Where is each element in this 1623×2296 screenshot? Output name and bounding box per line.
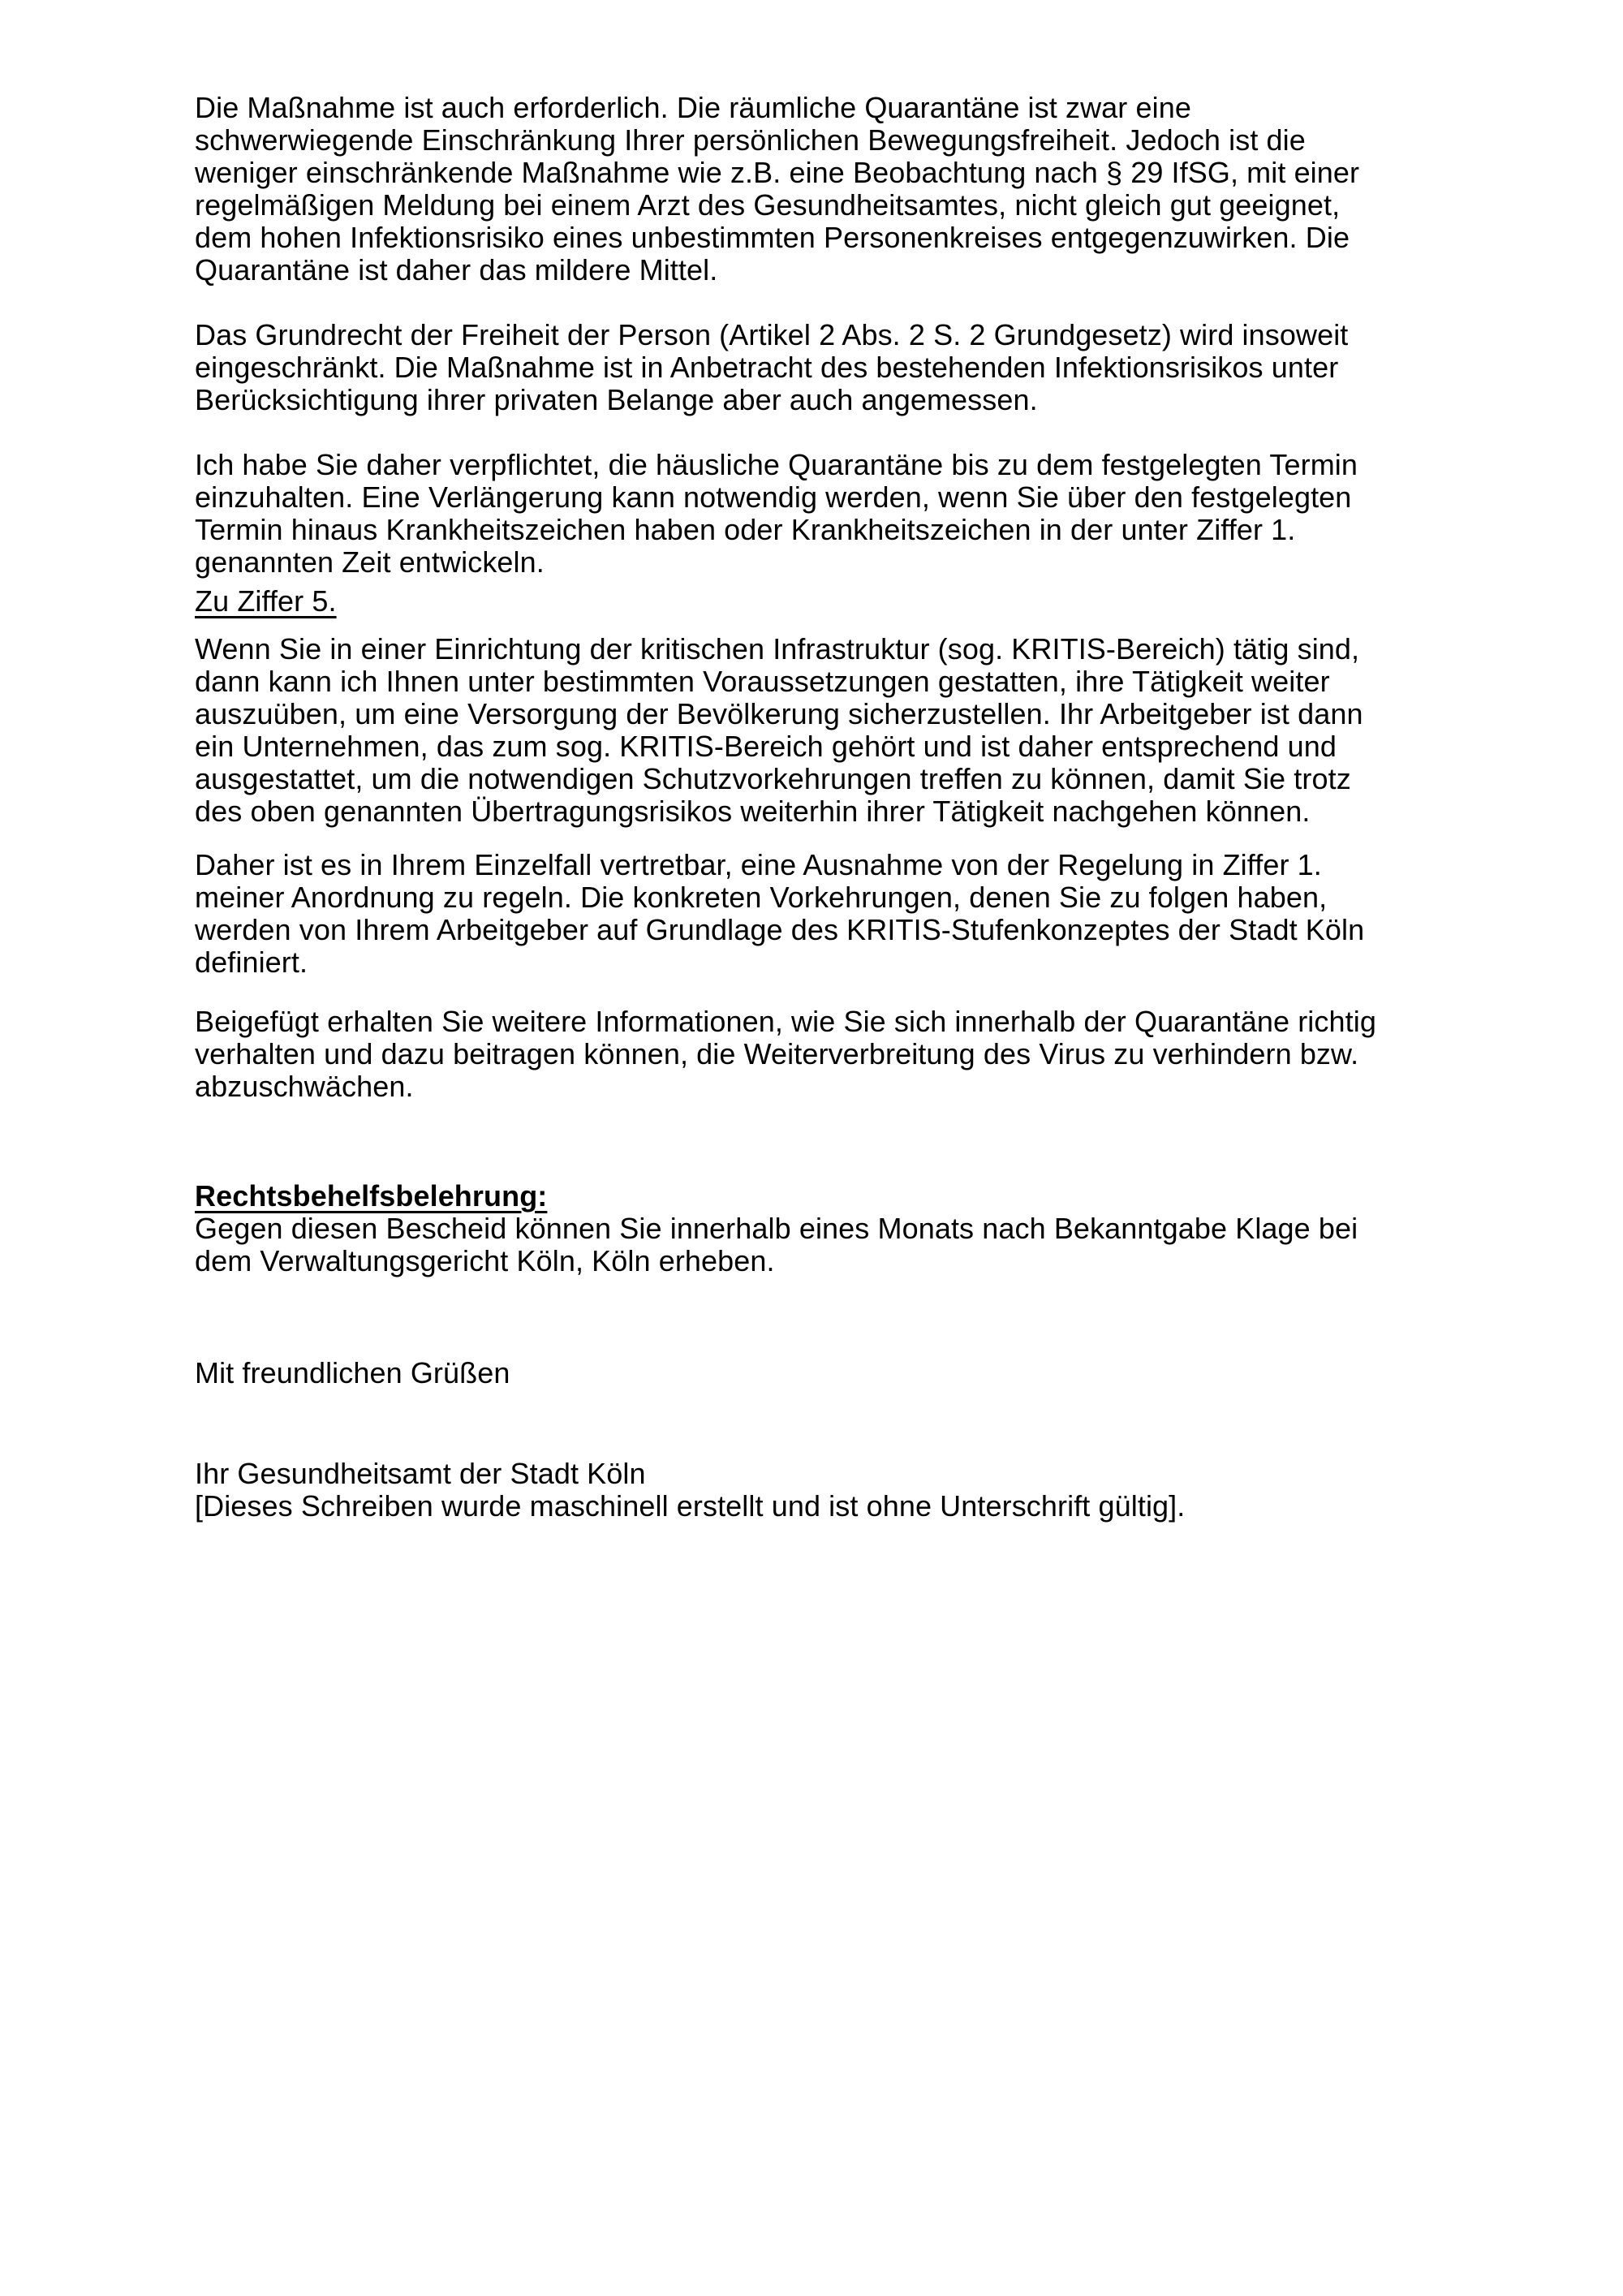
text-line: genannten Zeit entwickeln. <box>195 545 545 579</box>
heading-rechtsbehelfsbelehrung <box>195 1180 1444 1213</box>
paragraph-erforderlichkeit <box>195 92 1444 286</box>
text-line: schwerwiegende Einschränkung Ihrer persönlichen Bewegungsfreiheit. Jedoch ist die <box>195 123 1306 157</box>
text-line: Rechtsbehelfsbelehrung: <box>195 1179 548 1213</box>
text-line: des oben genannten Übertragungsrisikos weiterhin ihrer Tätigkeit nachgehen können. <box>195 795 1311 828</box>
text-line: auszuüben, um eine Versorgung der Bevölkerung sicherzustellen. Ihr Arbeitgeber ist dann <box>195 697 1363 730</box>
paragraph-anlagen <box>195 1006 1444 1103</box>
text-line: dem Verwaltungsgericht Köln, Köln erheben. <box>195 1244 775 1277</box>
letter-body <box>195 92 1444 1523</box>
text-line: Zu Ziffer 5. <box>195 584 337 618</box>
text-line: Daher ist es in Ihrem Einzelfall vertretbar, eine Ausnahme von der Regelung in Ziffer 1. <box>195 848 1322 881</box>
text-line: weniger einschränkende Maßnahme wie z.B. eine Beobachtung nach § 29 IfSG, mit einer <box>195 156 1360 189</box>
paragraph-grundrecht <box>195 319 1444 416</box>
text-line: eingeschränkt. Die Maßnahme ist in Anbetracht des bestehenden Infektionsrisikos unter <box>195 351 1339 384</box>
text-line: Beigefügt erhalten Sie weitere Informationen, wie Sie sich innerhalb der Quarantäne richtig <box>195 1005 1376 1038</box>
text-line: abzuschwächen. <box>195 1070 414 1103</box>
text-line: meiner Anordnung zu regeln. Die konkreten Vorkehrungen, denen Sie zu folgen haben, <box>195 881 1328 914</box>
text-line: [Dieses Schreiben wurde maschinell erstellt und ist ohne Unterschrift gültig]. <box>195 1489 1186 1523</box>
text-line: Die Maßnahme ist auch erforderlich. Die räumliche Quarantäne ist zwar eine <box>195 91 1191 124</box>
text-line: Gegen diesen Bescheid können Sie innerhalb eines Monats nach Bekanntgabe Klage bei <box>195 1212 1358 1245</box>
text-line: Wenn Sie in einer Einrichtung der kritischen Infrastruktur (sog. KRITIS-Bereich) tätig sind, <box>195 632 1360 666</box>
text-line: regelmäßigen Meldung bei einem Arzt des Gesundheitsamtes, nicht gleich gut geeignet, <box>195 188 1341 222</box>
text-line: einzuhalten. Eine Verlängerung kann notwendig werden, wenn Sie über den festgelegten <box>195 480 1352 514</box>
heading-zu-ziffer-5 <box>195 585 1444 618</box>
text-line: Ihr Gesundheitsamt der Stadt Köln <box>195 1457 646 1490</box>
paragraph-verpflichtung <box>195 449 1444 579</box>
text-line: Berücksichtigung ihrer privaten Belange aber auch angemessen. <box>195 383 1038 416</box>
text-line: ausgestattet, um die notwendigen Schutzvorkehrungen treffen zu können, damit Sie trotz <box>195 762 1351 795</box>
text-line: werden von Ihrem Arbeitgeber auf Grundlage des KRITIS-Stufenkonzeptes der Stadt Köln <box>195 913 1365 946</box>
text-line: Termin hinaus Krankheitszeichen haben oder Krankheitszeichen in der unter Ziffer 1. <box>195 513 1296 546</box>
text-line: ein Unternehmen, das zum sog. KRITIS-Bereich gehört und ist daher entsprechend und <box>195 730 1337 763</box>
text-line: dann kann ich Ihnen unter bestimmten Voraussetzungen gestatten, ihre Tätigkeit weiter <box>195 665 1330 698</box>
signature-block <box>195 1458 1444 1523</box>
text-line: Das Grundrecht der Freiheit der Person (Artikel 2 Abs. 2 S. 2 Grundgesetz) wird insoweit <box>195 318 1349 351</box>
text-line: Mit freundlichen Grüßen <box>195 1356 510 1389</box>
closing-gruss <box>195 1357 1444 1389</box>
text-line: Ich habe Sie daher verpflichtet, die häusliche Quarantäne bis zu dem festgelegten Termin <box>195 448 1358 481</box>
paragraph-rechtsbehelf <box>195 1213 1444 1277</box>
text-line: definiert. <box>195 946 308 979</box>
paragraph-ausnahme <box>195 849 1444 979</box>
text-line: verhalten und dazu beitragen können, die Weiterverbreitung des Virus zu verhindern bzw. <box>195 1037 1359 1070</box>
text-line: dem hohen Infektionsrisiko eines unbestimmten Personenkreises entgegenzuwirken. Die <box>195 221 1350 254</box>
text-line: Quarantäne ist daher das mildere Mittel. <box>195 253 718 286</box>
paragraph-kritis <box>195 633 1444 828</box>
